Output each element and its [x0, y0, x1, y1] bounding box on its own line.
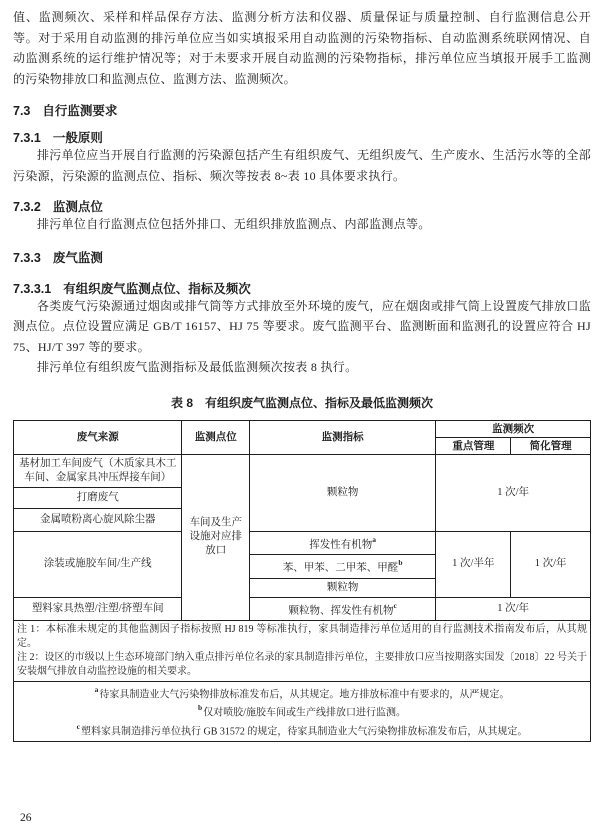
cell-monitor-point: 车间及生产设施对应排放口 [182, 454, 250, 621]
section-7-3-3-1-paragraph-2: 排污单位有组织废气监测指标及最低监测频次按表 8 执行。 [37, 360, 358, 374]
header-monitor-frequency: 监测频次 [436, 420, 591, 437]
section-7-3-1-title: 一般原则 [52, 131, 103, 145]
section-7-3-heading [13, 104, 591, 118]
cell-indicator-plastic: 颗粒物、挥发性有机物$^c$ [249, 597, 435, 621]
table-footnotes [14, 682, 591, 742]
table-header-row-1 [14, 420, 591, 437]
footnote-a: $^a$待家具制造业大气污染物排放标准发布后，从其规定。地方排放标准中有要求的，从严规定。 [94, 685, 510, 701]
section-7-3-3-1-paragraph-1: 各类废气污染源通过烟囱或排气筒等方式排放至外环境的废气，应在烟囱或排气筒上设置废气排放口监测点位。点位设置应满足 GB/T 16157、HJ 75 等要求。废气监测平台、监测断面和监测孔的设置应符合 HJ 75、HJ/T 397 等的要求。 [13, 298, 591, 354]
table-footnotes-row [14, 682, 591, 742]
section-7-3-2-title: 监测点位 [52, 200, 103, 214]
section-7-3-2-paragraph: 排污单位自行监测点位包括外排口、无组织排放监测点、内部监测点等。 [37, 217, 431, 231]
cell-frequency-once-year: 1 次/年 [436, 454, 591, 531]
cell-indicator-benzene: 苯、甲苯、二甲苯、甲醛$^b$ [249, 555, 435, 579]
footnote-ref-b: b [398, 558, 403, 567]
cell-source-base-material: 基材加工车间废气（木质家具木工车间、金属家具冲压焊接车间） [14, 454, 182, 487]
header-key-management: 重点管理 [436, 437, 511, 454]
intro-paragraph: 值、监测频次、采样和样品保存方法、监测分析方法和仪器、质量保证与质量控制、自行监测信息公开等。对于采用自动监测的排污单位应当如实填报采用自动监测的污染物指标、自动监测系统联网情况、自动监测系统的运行维护情况等；对于未要求开展自动监测的污染物指标，排污单位应当填报开展手工监测的污染物排放口和监测点位、监测方法、监测频次。 [13, 10, 591, 86]
section-7-3-3-1-heading [13, 282, 591, 296]
cell-source-metal-powder: 金属喷粉离心旋风除尘器 [14, 508, 182, 531]
table-notes-row [14, 621, 591, 682]
section-7-3-1-paragraph: 排污单位应当开展自行监测的污染源包括产生有组织废气、无组织废气、生产废水、生活污水等的全部污染源，污染源的监测点位、指标、频次等按表 8~表 10 具体要求执行。 [13, 148, 591, 183]
cell-frequency-key: 1 次/半年 [436, 531, 511, 597]
cell-indicator-voc: 挥发性有机物$^a$ [249, 531, 435, 555]
section-7-3-title: 自行监测要求 [42, 104, 118, 118]
section-7-3-3-title: 废气监测 [52, 250, 103, 265]
header-monitor-indicator: 监测指标 [249, 420, 435, 454]
section-7-3-1-number: 7.3.1 [13, 131, 41, 145]
section-7-3-3-number: 7.3.3 [13, 250, 41, 265]
cell-indicator-particulate: 颗粒物 [249, 454, 435, 531]
cell-indicator-particulate-2: 颗粒物 [249, 578, 435, 597]
table-8-title: 表 8 有组织废气监测点位、指标及最低监测频次 [170, 395, 433, 410]
table-notes [14, 621, 591, 682]
cell-frequency-simplified: 1 次/年 [511, 531, 591, 597]
header-simplified-management: 简化管理 [511, 437, 591, 454]
cell-source-coating: 涂装或施胶车间/生产线 [14, 531, 182, 597]
cell-source-plastic: 塑料家具热塑/注塑/挤塑车间 [14, 597, 182, 621]
table-8 [13, 420, 591, 742]
section-7-3-2-heading [13, 200, 591, 214]
note-2: 注 2：设区的市级以上生态环境部门纳入重点排污单位名录的家具制造排污单位，主要排放口应当按期落实国发〔2018〕22 号关于安装烟气排放自动监控设施的相关要求。 [17, 652, 587, 677]
cell-source-sanding: 打磨废气 [14, 487, 182, 508]
footnote-ref-a: a [372, 534, 377, 544]
cell-frequency-plastic: 1 次/年 [436, 597, 591, 621]
section-7-3-number: 7.3 [13, 104, 31, 118]
table-row [14, 597, 591, 621]
header-monitor-point: 监测点位 [182, 420, 250, 454]
section-7-3-2-number: 7.3.2 [13, 200, 41, 214]
header-waste-gas-source: 废气来源 [14, 420, 182, 454]
section-7-3-3-1-number: 7.3.3.1 [13, 281, 52, 296]
footnote-b: $^b$仅对喷胶/施胶车间或生产线排放口进行监测。 [198, 703, 406, 719]
page-number: 26 [20, 812, 32, 824]
section-7-3-1-heading [13, 131, 591, 145]
section-7-3-3-heading [13, 251, 591, 265]
table-row [14, 531, 591, 555]
footnote-c: $^c$塑料家具制造排污单位执行 GB 31572 的规定，待家具制造业大气污染物排放标准发布后，从其规定。 [76, 721, 528, 737]
table-row [14, 454, 591, 487]
footnote-ref-c: c [393, 600, 397, 610]
note-1: 注 1：本标准未规定的其他监测因子指标按照 HJ 819 等标准执行，家具制造排污单位适用的自行监测技术指南发布后，从其规定。 [17, 624, 587, 649]
section-7-3-3-1-title: 有组织废气监测点位、指标及频次 [63, 281, 251, 296]
